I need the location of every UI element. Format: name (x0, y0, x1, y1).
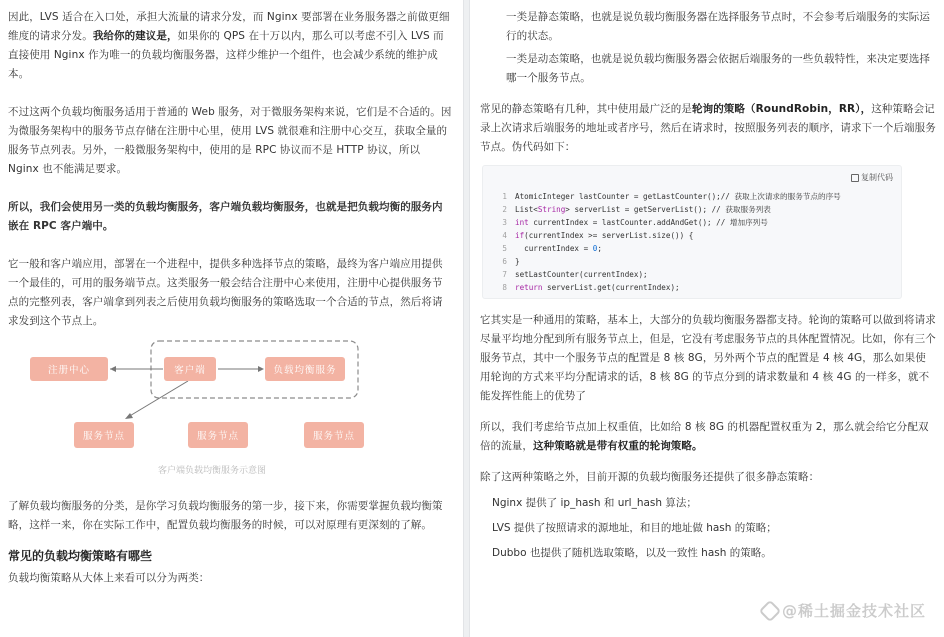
bold-text: 这种策略就是带有权重的轮询策略。 (533, 440, 703, 452)
watermark (762, 600, 926, 621)
client-node: 客户端 (164, 357, 216, 381)
code-text: AtomicInteger lastCounter = getLastCounter(); (515, 192, 721, 201)
paragraph-weighted (480, 418, 936, 456)
code-text: serverList.get(currentIndex); (542, 283, 680, 292)
copy-label: 复制代码 (861, 173, 893, 182)
spacer (8, 179, 453, 198)
server-node-1: 服务节点 (74, 422, 134, 448)
client-lb-diagram (8, 335, 463, 485)
paragraph-roundrobin-general: 它其实是一种通用的策略，基本上，大部分的负载均衡服务器都支持。轮询的策略可以做到将请求尽量平均地分配到所有服务节点上，但是，它没有考虑服务节点的具体配置情况。比如，你有三个服务节点，其中一个服务节点的配置是 8 核 8G，另外两个节点的配置是 4 核 4G，那么如果使用轮询的方式来平均分配请求的话，8 核 8G 的节点分到的请求数量和 4 核 4G 的一样多，就不能发挥性能上的优势了 (480, 314, 936, 402)
code-comment: // 获取上次请求的服务节点的序号 (720, 192, 841, 201)
paragraph-client-lb: 所以，我们会使用另一类的负载均衡服务，客户端负载均衡服务，也就是把负载均衡的服务内嵌在 RPC 客户端中。 (8, 201, 443, 232)
text: 因此，LVS 适合在入口处，承担大流量的请求分发，而 Nginx 要部署在业务服务器之前做更细维度的请求分发。 (8, 11, 450, 42)
text: 所以，我们考虑给节点加上权重值，比如给 8 核 8G 的机器配置权重为 2，那么就会给它分配双倍的流量， (480, 421, 929, 452)
paragraph-other-strategies: 除了这两种策略之外，目前开源的负载均衡服务还提供了很多静态策略： (480, 471, 820, 483)
code-line (493, 229, 891, 242)
server-node-2: 服务节点 (188, 422, 248, 448)
bullet-static: 一类是静态策略，也就是说负载均衡服务器在选择服务节点时，不会参考后端服务的实际运行的状态。 (506, 11, 930, 42)
code-line (493, 268, 891, 281)
code-text: currentIndex = lastCounter.addAndGet(); (528, 218, 717, 227)
paragraph-roundrobin (480, 100, 936, 157)
code-keyword: return (515, 283, 543, 292)
code-comment: // 增加序列号 (716, 218, 768, 227)
arrowhead (125, 413, 133, 419)
paragraph-lvs-nginx (8, 8, 453, 84)
line-number: 8 (502, 283, 507, 292)
right-page (470, 0, 944, 637)
arrowhead (110, 366, 116, 372)
line-number: 6 (502, 257, 507, 266)
list-item: LVS 提供了按照请求的源地址，和目的地址做 hash 的策略； (492, 522, 777, 534)
line-number: 2 (502, 205, 507, 214)
code-text: } (515, 257, 520, 266)
lb-service-node: 负载均衡服务 (265, 357, 345, 381)
text: 常见的静态策略有几种，其中使用最广泛的是 (480, 103, 692, 115)
line-number: 7 (502, 270, 507, 279)
code-text: (currentIndex >= serverList.size()) { (524, 231, 694, 240)
paragraph-next-step: 了解负载均衡服务的分类，是你学习负载均衡服务的第一步，接下来，你需要掌握负载均衡策略，这样一来，你在实际工作中，配置负载均衡服务的时候，可以对原理有更深刻的了解。 (8, 500, 443, 531)
spacer (506, 299, 936, 311)
page-gutter (463, 0, 470, 637)
code-line (493, 242, 891, 255)
line-number: 1 (502, 192, 507, 201)
strategy-list (480, 491, 936, 566)
section-heading: 常见的负载均衡策略有哪些 (8, 549, 153, 563)
bullet-dynamic: 一类是动态策略，也就是说负载均衡服务器会依据后端服务的一些负载特性，来决定要选择哪一个服务节点。 (506, 53, 930, 84)
line-number: 4 (502, 231, 507, 240)
paragraph-two-types: 负载均衡策略从大体上来看可以分为两类： (8, 572, 210, 584)
code-text: currentIndex = (515, 244, 593, 253)
code-text: > serverList = getServerList(); (565, 205, 712, 214)
code-comment: // 获取服务列表 (711, 205, 771, 214)
code-keyword: if (515, 231, 525, 240)
line-number: 3 (502, 218, 507, 227)
diagram-caption: 客户端负载均衡服务示意图 (158, 466, 267, 476)
registry-node: 注册中心 (30, 357, 108, 381)
spacer (506, 406, 936, 418)
code-line (493, 281, 891, 294)
code-line (493, 255, 891, 268)
arrow-client-node1 (128, 381, 188, 417)
watermark-text: @稀土掘金技术社区 (781, 602, 926, 620)
code-keyword: int (515, 218, 529, 227)
spacer (8, 84, 453, 103)
bold-text: 我给你的建议是， (92, 30, 178, 42)
spacer (506, 88, 936, 100)
code-line (493, 190, 891, 203)
paragraph-client-process: 它一般和客户端应用，部署在一个进程中，提供多种选择节点的策略，最终为客户端应用提供一个最佳的，可用的服务端节点。这类服务一般会结合注册中心来使用，注册中心提供服务节点的完整列表，客户端拿到列表之后使用负载均衡服务的策略选取一个合适的节点，然后将请求发到这个节点上。 (8, 258, 443, 327)
left-page (0, 0, 463, 637)
copy-code-button[interactable] (851, 171, 893, 184)
server-node-3: 服务节点 (304, 422, 364, 448)
code-type: String (537, 205, 566, 214)
code-text: setLastCounter(currentIndex); (515, 270, 648, 279)
spacer (8, 236, 453, 255)
copy-icon (851, 174, 859, 182)
code-line (493, 203, 891, 216)
code-text: List< (515, 205, 538, 214)
bold-text: 轮询的策略（RoundRobin，RR）， (692, 103, 872, 115)
juejin-logo-icon (759, 599, 782, 622)
list-item: Dubbo 也提供了随机选取策略，以及一致性 hash 的策略。 (492, 547, 772, 559)
arrowhead (258, 366, 264, 372)
spacer (8, 485, 453, 497)
paragraph-microservice: 不过这两个负载均衡服务适用于普通的 Web 服务，对于微服务架构来说，它们是不合适的。因为微服务架构中的服务节点存储在注册中心里，使用 LVS 就很难和注册中心交互，获取全量的服务节点列表。另外，一般微服务架构中，使用的是 RPC 协议而不是 HTTP 协议，所以 Nginx 也不能满足要求。 (8, 106, 452, 175)
text: 这种策略会记录上次请求后端服务的地址或者序号，然后在请求时，按照服务列表的顺序，请求下一个后端服务节点。伪代码如下： (480, 103, 936, 153)
code-block (482, 165, 902, 299)
list-item: Nginx 提供了 ip_hash 和 url_hash 算法； (492, 497, 697, 509)
text: 如果你的 QPS 在十万以内，那么可以考虑不引入 LVS 而直接使用 Nginx 作为唯一的负载均衡服务器，这样少维护一个组件，也会减少系统的维护成本。 (8, 30, 444, 80)
code-number: 0 (592, 244, 598, 253)
code-text: ; (597, 244, 602, 253)
spacer (506, 456, 936, 468)
code-line (493, 216, 891, 229)
line-number: 5 (502, 244, 507, 253)
